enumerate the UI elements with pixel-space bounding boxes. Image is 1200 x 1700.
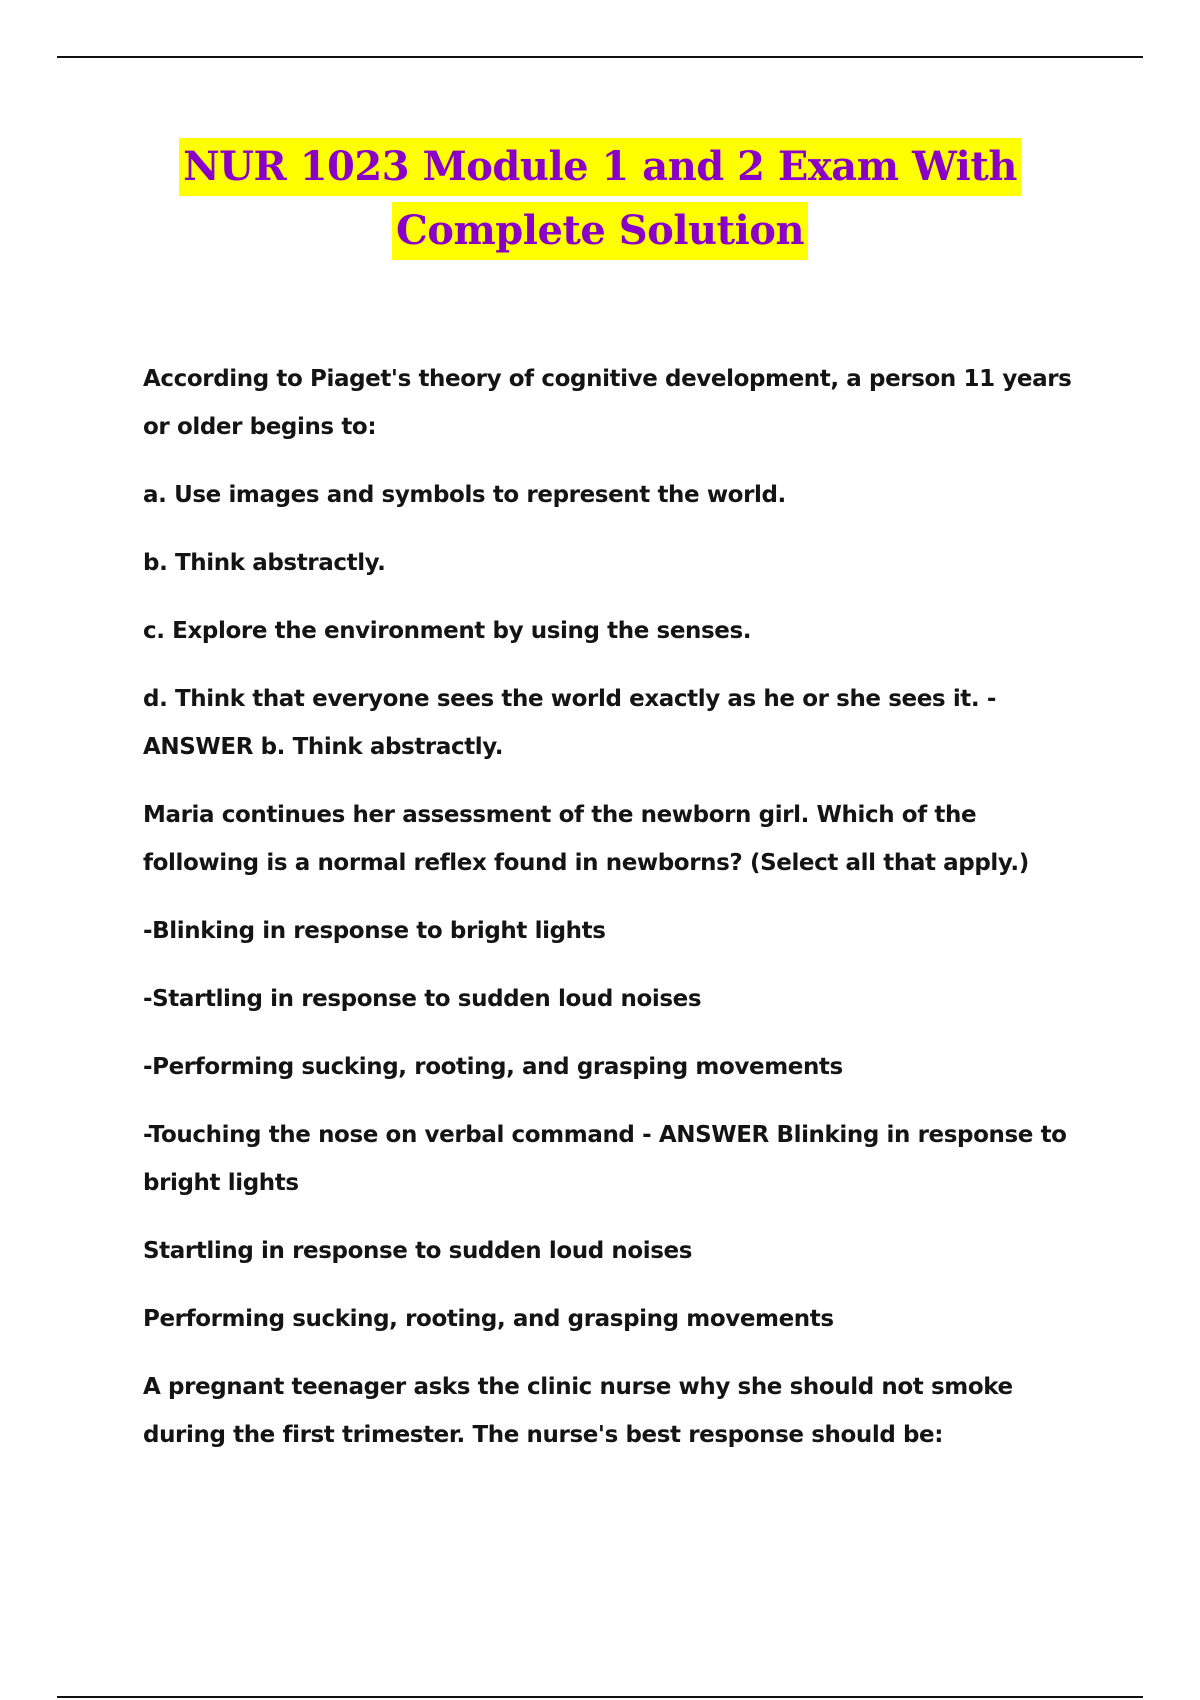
question-1-option-a: a. Use images and symbols to represent the world. [143,482,786,508]
question-2-option-3: -Performing sucking, rooting, and grasping movements [143,1054,843,1080]
document-body [143,355,1083,1479]
question-2-answer-2: Startling in response to sudden loud noises [143,1238,693,1264]
question-2-option-1: -Blinking in response to bright lights [143,918,606,944]
bottom-rule [57,1696,1143,1698]
document-title [0,138,1200,260]
question-1-option-c: c. Explore the environment by using the senses. [143,618,752,644]
question-2-option-2: -Startling in response to sudden loud noises [143,986,702,1012]
top-rule [57,56,1143,58]
question-1-option-d-answer: d. Think that everyone sees the world exactly as he or she sees it. - ANSWER b. Think abstractly. [143,686,996,760]
title-line-2: Complete Solution [392,202,808,260]
question-3-stem: A pregnant teenager asks the clinic nurse why she should not smoke during the first trimester. The nurse's best response should be: [143,1374,1013,1448]
title-line-1: NUR 1023 Module 1 and 2 Exam With [179,138,1021,196]
question-1-option-b: b. Think abstractly. [143,550,386,576]
question-2-answer-3: Performing sucking, rooting, and grasping movements [143,1306,834,1332]
question-2-stem: Maria continues her assessment of the newborn girl. Which of the following is a normal reflex found in newborns? (Select all that apply.) [143,802,1029,876]
question-2-option-4-answer: -Touching the nose on verbal command - ANSWER Blinking in response to bright lights [143,1122,1067,1196]
question-1-stem: According to Piaget's theory of cognitive development, a person 11 years or older begins to: [143,366,1072,440]
